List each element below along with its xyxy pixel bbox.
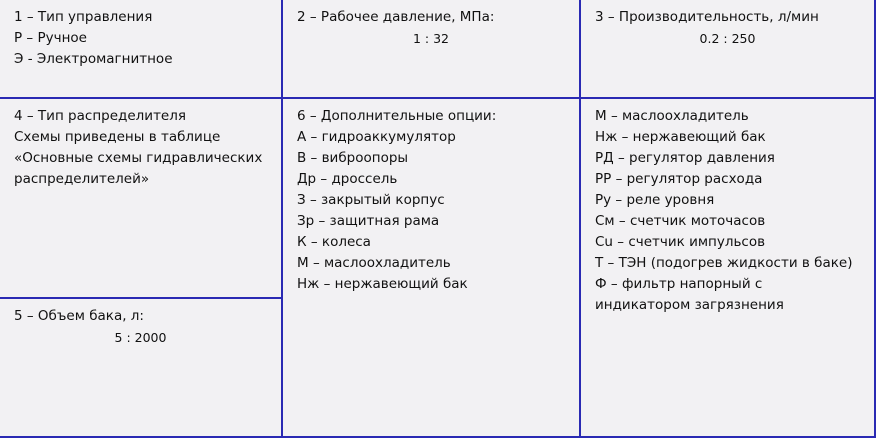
option-stainless-tank: Нж – нержавеющий бак [297,276,468,292]
distributor-line-3: распределителей» [14,171,150,187]
distributor-line-2: «Основные схемы гидравлических [14,150,263,166]
pressure-range: 1 : 32 [412,31,450,46]
option2-flow-regulator: РР – регулятор расхода [595,171,763,187]
cell-options-continued [581,99,874,436]
option-oil-cooler: М – маслоохладитель [297,255,451,271]
distributor-title: 4 – Тип распределителя [14,108,186,124]
control-type-title: 1 – Тип управления [14,9,153,25]
distributor-line-1: Схемы приведены в таблице [14,129,221,145]
option2-level-relay: Ру – реле уровня [595,192,715,208]
cell-distributor [0,99,281,297]
option-accumulator: А – гидроаккумулятор [297,129,456,145]
options-title: 6 – Дополнительные опции: [297,108,497,124]
option2-pressure-filter: Ф – фильтр напорный с индикатором загрязнения [595,276,784,313]
option-vibration-mounts: В – виброопоры [297,150,409,166]
capacity-title: 3 – Производительность, л/мин [595,9,819,25]
option2-pressure-regulator: РД – регулятор давления [595,150,775,166]
option2-pulse-counter: Сu – счетчик импульсов [595,234,766,250]
option-throttle: Др – дроссель [297,171,398,187]
pressure-title: 2 – Рабочее давление, МПа: [297,9,495,25]
cell-capacity [581,0,874,97]
option2-hour-meter: См – счетчик моточасов [595,213,766,229]
tank-volume-title: 5 – Объем бака, л: [14,308,144,324]
option-protective-frame: Зр – защитная рама [297,213,440,229]
cell-pressure [283,0,579,97]
option2-heater: Т – ТЭН (подогрев жидкости в баке) [595,255,853,271]
cell-tank-volume [0,299,281,436]
option2-oil-cooler: М – маслоохладитель [595,108,749,124]
option2-stainless-tank: Нж – нержавеющий бак [595,129,766,145]
capacity-range: 0.2 : 250 [699,31,756,46]
cell-control-type [0,0,281,97]
cell-options [283,99,579,436]
option-closed-housing: З – закрытый корпус [297,192,445,208]
control-type-manual: Р – Ручное [14,30,87,46]
tank-volume-range: 5 : 2000 [114,330,167,345]
control-type-electromagnetic: Э - Электромагнитное [14,51,173,67]
option-wheels: К – колеса [297,234,371,250]
